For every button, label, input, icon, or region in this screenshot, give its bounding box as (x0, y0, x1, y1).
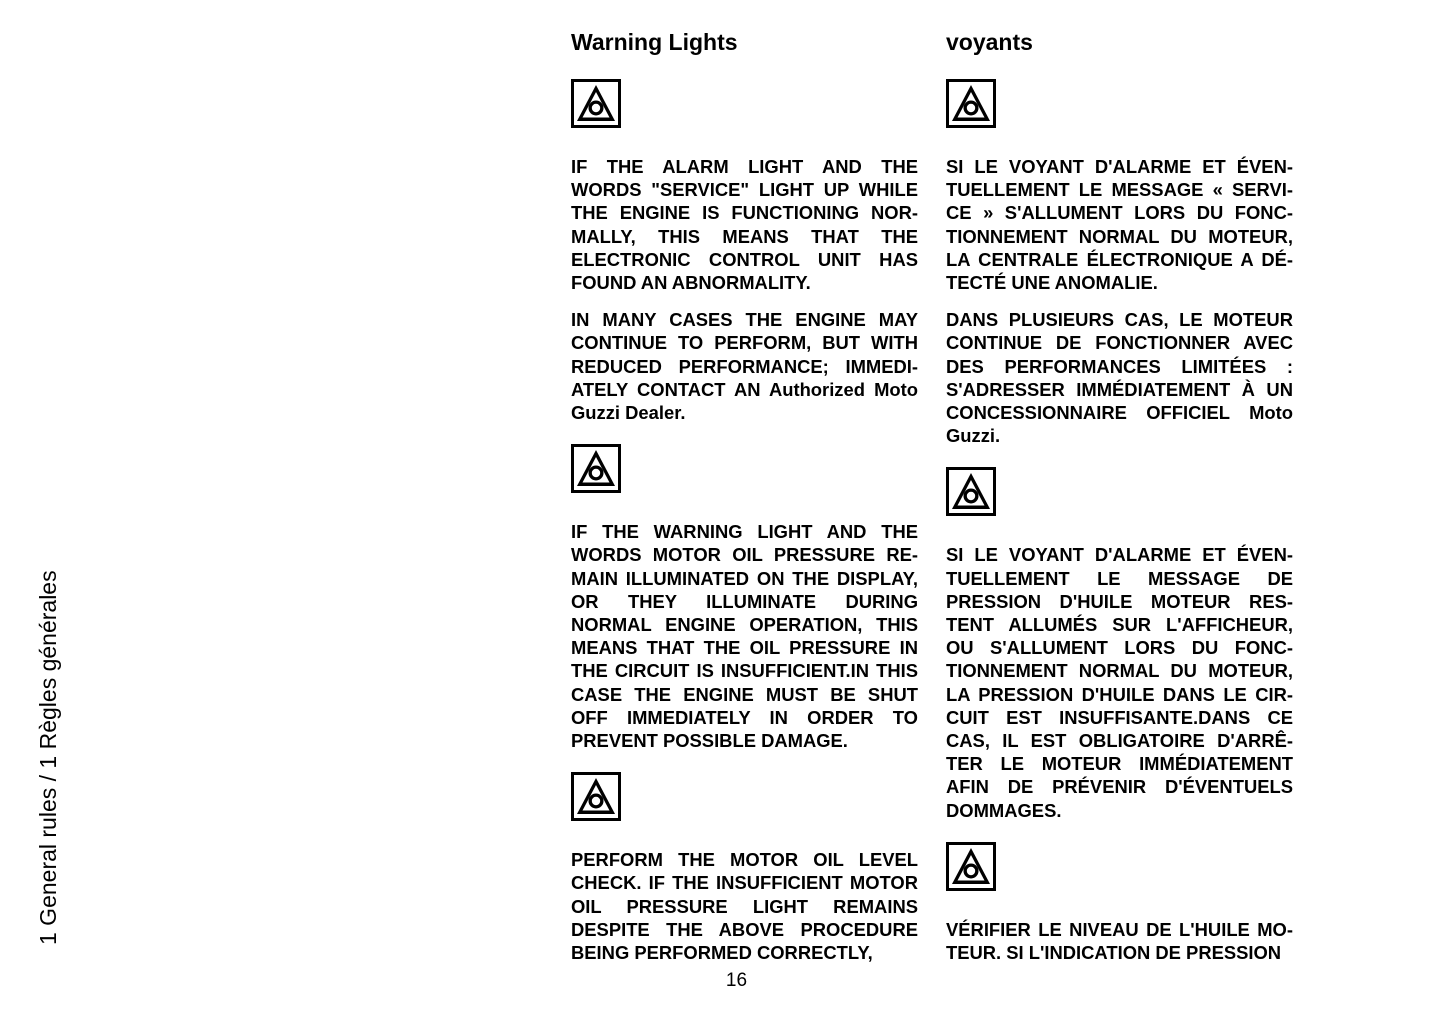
warning-light-triangle-icon (946, 79, 996, 128)
page-number: 16 (725, 970, 748, 991)
english-paragraph-reduced-performance: IN MANY CASES THE ENGINE MAY CONTINUE TO PERFORM, BUT WITH REDUCED PERFORMANCE; IMMEDIATELY CONTACT AN Authorized Moto Guzzi Dealer. (571, 309, 918, 424)
french-paragraph-oil-level-check: VÉRIFIER LE NIVEAU DE L'HUILE MOTEUR. SI L'INDICATION DE PRESSION (946, 918, 1293, 964)
english-paragraph-oil-level-check: PERFORM THE MOTOR OIL LEVEL CHECK. IF THE INSUFFICIENT MOTOR OIL PRESSURE LIGHT REMAINS DESPITE THE ABOVE PROCEDURE BEING PERFORMED CORRECTLY, (571, 849, 918, 964)
warning-light-triangle-icon (946, 842, 996, 891)
english-paragraph-service-light: IF THE ALARM LIGHT AND THE WORDS "SERVICE" LIGHT UP WHILE THE ENGINE IS FUNCTIONING NORMALLY, THIS MEANS THAT THE ELECTRONIC CONTROL UNIT HAS FOUND AN ABNORMALITY. (571, 156, 918, 294)
warning-light-triangle-icon (571, 79, 621, 128)
french-column (946, 28, 1293, 964)
warning-light-triangle-icon (946, 467, 996, 516)
french-paragraph-oil-pressure: SI LE VOYANT D'ALARME ET ÉVENTUELLEMENT LE MESSAGE DE PRESSION D'HUILE MOTEUR RESTENT ALLUMÉS SUR L'AFFICHEUR, OU S'ALLUMENT LORS DU FONCTIONNEMENT NORMAL DU MOTEUR, LA PRESSION D'HUILE DANS LE CIRCUIT EST INSUFFISANTE.DANS CE CAS, IL EST OBLIGATOIRE D'ARRÊTER LE MOTEUR IMMÉDIATEMENT AFIN DE PRÉVENIR D'ÉVENTUELS DOMMAGES. (946, 544, 1293, 821)
english-column (571, 28, 918, 964)
french-paragraph-reduced-performance: DANS PLUSIEURS CAS, LE MOTEUR CONTINUE DE FONCTIONNER AVEC DES PERFORMANCES LIMITÉES : S'ADRESSER IMMÉDIATEMENT À UN CONCESSIONNAIRE OFFICIEL Moto Guzzi. (946, 309, 1293, 447)
french-heading: voyants (946, 29, 1033, 55)
side-tab-section-label: 1 General rules / 1 Règles générales (35, 570, 61, 945)
warning-light-triangle-icon (571, 444, 621, 493)
english-heading: Warning Lights (571, 29, 738, 55)
warning-light-triangle-icon (571, 772, 621, 821)
english-paragraph-oil-pressure: IF THE WARNING LIGHT AND THE WORDS MOTOR OIL PRESSURE REMAIN ILLUMINATED ON THE DISPLAY, OR THEY ILLUMINATE DURING NORMAL ENGINE OPERATION, THIS MEANS THAT THE OIL PRESSURE IN THE CIRCUIT IS INSUFFICIENT.IN THIS CASE THE ENGINE MUST BE SHUT OFF IMMEDIATELY IN ORDER TO PREVENT POSSIBLE DAMAGE. (571, 521, 918, 752)
french-paragraph-service-light: SI LE VOYANT D'ALARME ET ÉVENTUELLEMENT LE MESSAGE « SERVICE » S'ALLUMENT LORS DU FONCTIONNEMENT NORMAL DU MOTEUR, LA CENTRALE ÉLECTRONIQUE A DÉTECTÉ UNE ANOMALIE. (946, 156, 1293, 294)
